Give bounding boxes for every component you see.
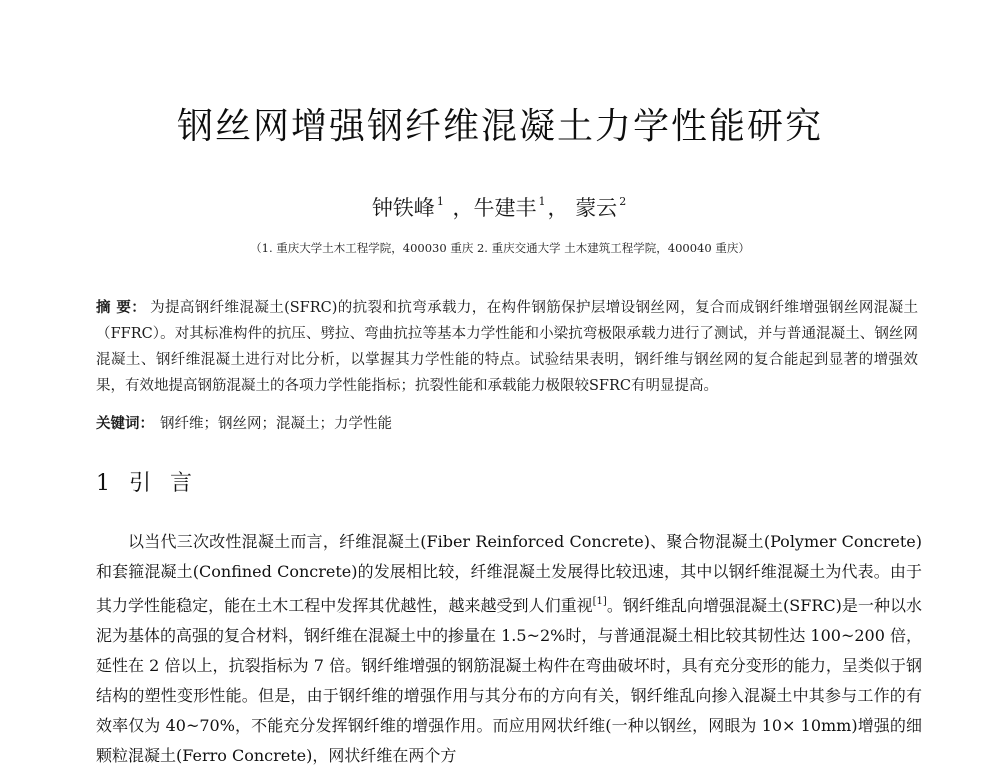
author-name: 蒙云 bbox=[575, 196, 618, 220]
keywords-text: 钢纤维；钢丝网；混凝土；力学性能 bbox=[160, 416, 392, 432]
body-text-part: 。钢纤维乱向增强混凝土(SFRC)是一种以水泥为基体的高强的复合材料，钢纤维在混凝土中的掺量在 1.5~2%时，与普通混凝土相比较其韧性达 100~200 倍，延性在 2 倍以上，抗裂指标为 7 倍。钢纤维增强的钢筋混凝土构件在弯曲破坏时，具有充分变形的能力，呈类似于钢结构的塑性变形性能。但是，由于钢纤维的增强作用与其分布的方向有关，钢纤维乱向掺入混凝土中其参与工作的有效率仅为 40~70%，不能充分发挥钢纤维的增强作用。而应用网状纤维(一种以钢丝，网眼为 10× 10mm)增强的细颗粒混凝土(Ferro Concrete)，网状纤维在两个方 bbox=[96, 596, 922, 765]
author-separator: ， bbox=[445, 196, 474, 220]
author-name: 钟铁峰 bbox=[371, 196, 435, 220]
keywords-label: 关键词： bbox=[96, 415, 154, 432]
citation-ref: [1] bbox=[592, 596, 607, 607]
author-line bbox=[0, 192, 1000, 222]
abstract-label: 摘 要： bbox=[96, 299, 147, 316]
abstract-text: 为提高钢纤维混凝土(SFRC)的抗裂和抗弯承载力，在构件钢筋保护层增设钢丝网，复合而成钢纤维增强钢丝网混凝土（FFRC）。对其标准构件的抗压、劈拉、弯曲抗拉等基本力学性能和小梁抗弯极限承载力进行了测试，并与普通混凝土、钢丝网混凝土、钢纤维混凝土进行对比分析，以掌握其力学性能的特点。试验结果表明，钢纤维与钢丝网的复合能起到显著的增强效果，有效地提高钢筋混凝土的各项力学性能指标；抗裂性能和承载能力极限较SFRC有明显提高。 bbox=[96, 300, 918, 394]
author-affiliation-mark: 2 bbox=[619, 195, 627, 208]
body-text-part: 以当代三次改性混凝土而言，纤维混凝土(Fiber Reinforced Concrete)、聚合物混凝土(Polymer Concrete)和套箍混凝土(Confined Concrete)的发展相比较，纤维混凝土发展得比较迅速，其中以钢纤维混凝土为代表。由于其力学性能稳定，能在土木工程中发挥其优越性，越来越受到人们重视 bbox=[96, 532, 922, 615]
section-heading: 1 引 言 bbox=[96, 471, 198, 496]
affiliation-line: （1. 重庆大学土木工程学院，400030 重庆 2. 重庆交通大学 土木建筑工程学院，400040 重庆） bbox=[250, 241, 750, 255]
abstract bbox=[96, 295, 918, 399]
author-name: 牛建丰 bbox=[473, 196, 537, 220]
body-paragraph bbox=[96, 527, 922, 771]
author-affiliation-mark: 1 bbox=[436, 195, 444, 208]
keywords bbox=[96, 413, 918, 435]
author-affiliation-mark: 1 bbox=[538, 195, 546, 208]
author-separator: ， bbox=[547, 196, 576, 220]
paper-title: 钢丝网增强钢纤维混凝土力学性能研究 bbox=[176, 106, 823, 147]
